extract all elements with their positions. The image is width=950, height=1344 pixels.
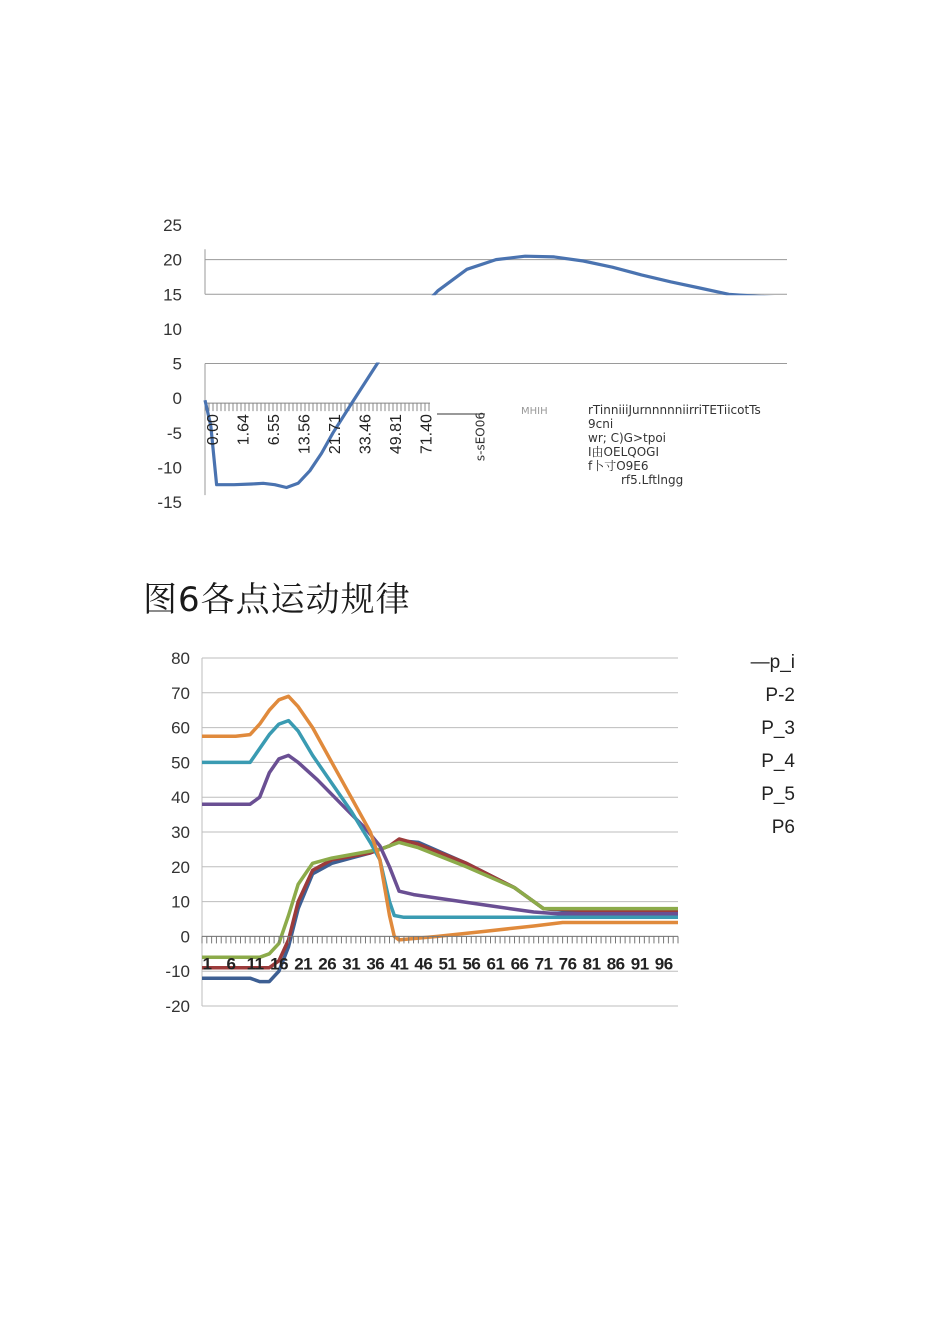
chart-1-overlay-text <box>437 403 761 487</box>
chart-2-legend-entry: P6 <box>771 817 795 838</box>
chart-1-overlay-line: 9cni <box>588 417 614 431</box>
chart-2-series-line <box>202 721 678 918</box>
chart-2-x-tick-label: 76 <box>558 954 577 974</box>
figure-caption: 图6各点运动规律 <box>143 580 411 620</box>
chart-2-x-tick-label: 6 <box>226 954 236 974</box>
chart-1-y-tick-label: 15 <box>163 285 182 305</box>
chart-1-x-tick-label: 71.40 <box>418 414 436 455</box>
chart-2-x-tick-label: 36 <box>366 954 385 974</box>
chart-2-x-ticks <box>203 954 673 973</box>
chart-2-legend-entry: —p_i <box>750 652 795 673</box>
chart-2-series <box>202 696 678 981</box>
chart-2-x-tick-label: 51 <box>438 954 457 974</box>
chart-2-y-tick-label: 30 <box>171 823 190 842</box>
chart-2-x-tick-label: 41 <box>390 954 409 974</box>
chart-2 <box>0 630 950 1050</box>
chart-2-y-tick-label: 40 <box>171 788 190 808</box>
chart-2-y-tick-label: 20 <box>171 857 190 877</box>
chart-1-small-label: MHIH <box>521 406 548 417</box>
chart-1-y-tick-label: 0 <box>172 389 182 409</box>
chart-1-overlay-line: I由OELQOGI <box>588 445 659 459</box>
chart-1-x-tick-label: 13.56 <box>296 414 314 455</box>
chart-2-x-tick-label: 56 <box>462 954 481 974</box>
chart-2-y-tick-label: 60 <box>171 718 190 738</box>
chart-2-x-tick-label: 71 <box>534 954 553 974</box>
chart-1-overlay-line: f卜寸O9E6 <box>588 459 649 473</box>
chart-1-x-tick-label: 49.81 <box>388 414 406 455</box>
chart-1-y-tick-label: 5 <box>172 354 182 374</box>
chart-2-series-line <box>202 696 678 940</box>
chart-1 <box>0 0 950 540</box>
chart-2-legend-entry: P_3 <box>761 718 795 739</box>
chart-2-y-tick-label: 50 <box>171 753 190 773</box>
chart-2-series-line <box>202 755 678 913</box>
chart-2-y-ticks <box>165 649 190 1016</box>
chart-2-y-tick-label: -20 <box>165 997 190 1016</box>
chart-1-overlay-line: wr; C)G>tpoi <box>588 431 667 445</box>
chart-2-y-tick-label: 0 <box>180 927 190 947</box>
chart-1-series <box>205 256 787 487</box>
chart-2-x-tick-label: 86 <box>606 954 625 974</box>
chart-2-x-tick-label: 91 <box>630 954 649 974</box>
chart-2-x-tick-label: 26 <box>318 954 337 974</box>
chart-1-x-tick-label: 33.46 <box>357 414 375 455</box>
chart-1-occluded-band <box>195 295 795 362</box>
chart-1-y-tick-label: 25 <box>163 216 182 235</box>
chart-2-x-tick-label: 46 <box>414 954 433 974</box>
chart-2-x-tick-label: 21 <box>294 954 313 974</box>
chart-1-y-tick-label: -10 <box>157 458 182 478</box>
chart-2-legend-entry: P-2 <box>765 685 795 706</box>
chart-1-series-line <box>205 256 787 487</box>
chart-2-x-tick-label: 1 <box>202 954 212 974</box>
chart-2-y-tick-label: 70 <box>171 683 190 703</box>
chart-2-x-tick-label: 96 <box>654 954 673 974</box>
chart-2-y-tick-label: 10 <box>171 892 190 912</box>
chart-2-x-tick-label: 61 <box>486 954 505 974</box>
chart-2-x-tick-label: 66 <box>510 954 529 974</box>
chart-2-x-tick-label: 31 <box>342 954 361 974</box>
chart-1-x-ticks <box>205 414 436 454</box>
chart-1-overlay-line: rf5.Lftlngg <box>621 473 684 487</box>
chart-1-overlay-line: rTinniiiJurnnnnniirriTETiicotTs <box>588 403 761 417</box>
chart-2-y-tick-label: 80 <box>171 649 190 668</box>
chart-2-legend-entry: P_5 <box>761 784 795 805</box>
chart-2-y-tick-label: -10 <box>165 962 190 982</box>
chart-2-legend-entry: P_4 <box>761 751 795 772</box>
chart-1-y-tick-label: 20 <box>163 250 182 270</box>
chart-1-grid <box>205 249 787 495</box>
chart-1-x-tick-label: 1.64 <box>235 414 253 446</box>
chart-1-y-ticks <box>157 216 182 512</box>
chart-1-y-tick-label: 10 <box>163 319 182 339</box>
chart-1-x-tick-label: 6.55 <box>266 414 284 446</box>
chart-2-x-tick-label: 11 <box>246 954 264 974</box>
chart-1-scan-gap <box>195 295 795 362</box>
chart-2-x-tick-label: 16 <box>270 954 289 974</box>
chart-1-x-tick-label: 0.00 <box>205 414 223 446</box>
chart-1-y-tick-label: -15 <box>157 493 182 512</box>
chart-1-y-tick-label: -5 <box>166 423 182 443</box>
chart-1-x-tick-label: 21.71 <box>327 414 345 455</box>
chart-1-rotated-label: s-sEO06 <box>473 412 488 462</box>
chart-2-x-tick-label: 81 <box>582 954 601 974</box>
